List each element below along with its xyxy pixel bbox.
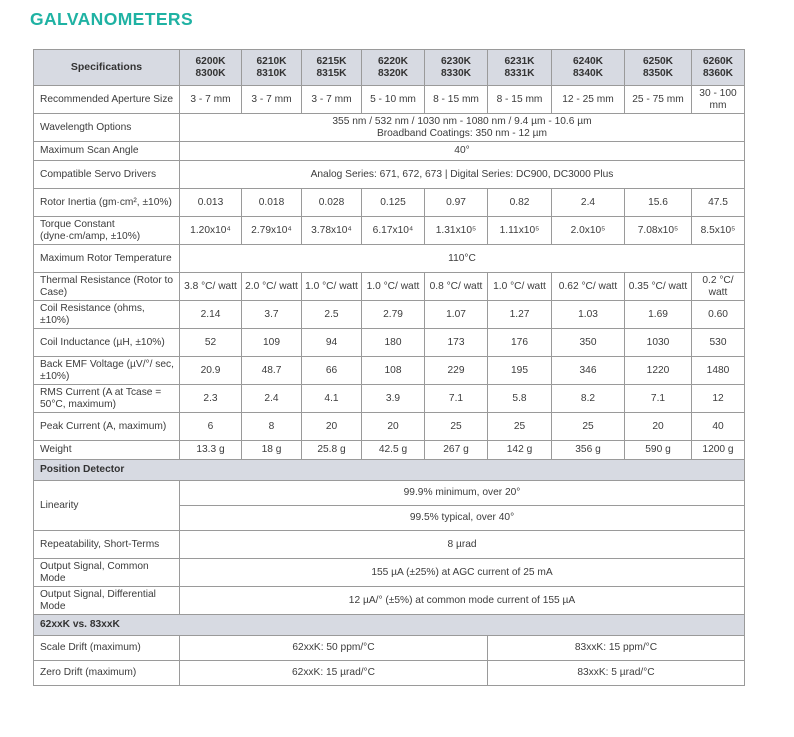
scale-drift-row	[34, 636, 745, 661]
model-header	[180, 50, 242, 86]
row-label: Repeatability, Short-Terms	[34, 531, 180, 559]
value-cell: 1480	[692, 357, 745, 385]
span-value-cell: 99.5% typical, over 40°	[180, 506, 745, 531]
model-83: 8331K	[504, 67, 535, 79]
model-62: 6250K	[642, 56, 674, 68]
value-cell: 1.0 °C/ watt	[302, 273, 362, 301]
value-cell: 40	[692, 413, 745, 441]
right-value-cell: 83xxK: 15 ppm/°C	[488, 636, 745, 661]
specifications-header: Specifications	[34, 50, 180, 86]
row-label: Coil Inductance (µH, ±10%)	[34, 329, 180, 357]
value-cell: 5 - 10 mm	[362, 86, 425, 114]
rms-current-row	[34, 385, 745, 413]
row-label: RMS Current (A at Tcase = 50°C, maximum)	[34, 385, 180, 413]
model-62: 6240K	[572, 56, 604, 68]
value-cell: 1030	[625, 329, 692, 357]
row-label: Weight	[34, 441, 180, 460]
value-cell: 20	[625, 413, 692, 441]
model-header	[242, 50, 302, 86]
model-83: 8320K	[377, 67, 409, 79]
back-emf-row	[34, 357, 745, 385]
span-value-cell: 99.9% minimum, over 20°	[180, 481, 745, 506]
value-cell: 1220	[625, 357, 692, 385]
value-cell: 142 g	[488, 441, 552, 460]
value-cell: 18 g	[242, 441, 302, 460]
row-label: Rotor Inertia (gm·cm², ±10%)	[34, 189, 180, 217]
model-83: 8340K	[572, 67, 604, 79]
value-cell: 1200 g	[692, 441, 745, 460]
wavelength-line: 355 nm / 532 nm / 1030 nm - 1080 nm / 9.4 µm - 10.6 µm	[332, 116, 592, 128]
page-title: GALVANOMETERS	[30, 9, 194, 29]
row-label: Recommended Aperture Size	[34, 86, 180, 114]
model-header	[488, 50, 552, 86]
value-cell: 530	[692, 329, 745, 357]
value-cell: 3.7	[242, 301, 302, 329]
value-cell: 173	[425, 329, 488, 357]
value-cell: 356 g	[552, 441, 625, 460]
value-cell: 0.82	[488, 189, 552, 217]
row-label: Maximum Scan Angle	[34, 142, 180, 161]
value-cell: 7.1	[425, 385, 488, 413]
right-value-cell: 83xxK: 5 µrad/°C	[488, 661, 745, 686]
value-cell: 48.7	[242, 357, 302, 385]
value-cell: 20	[302, 413, 362, 441]
row-label: Scale Drift (maximum)	[34, 636, 180, 661]
model-header	[302, 50, 362, 86]
model-62: 6220K	[377, 56, 409, 68]
row-label: Peak Current (A, maximum)	[34, 413, 180, 441]
value-cell: 13.3 g	[180, 441, 242, 460]
peak-current-row	[34, 413, 745, 441]
rotor-temp-row	[34, 245, 745, 273]
value-cell: 12 - 25 mm	[552, 86, 625, 114]
compare-section	[34, 615, 745, 636]
thermal-row	[34, 273, 745, 301]
value-cell: 8.5x10⁵	[692, 217, 745, 245]
value-cell: 3 - 7 mm	[242, 86, 302, 114]
value-cell: 108	[362, 357, 425, 385]
value-cell: 94	[302, 329, 362, 357]
value-cell: 346	[552, 357, 625, 385]
span-value-cell: 40°	[180, 142, 745, 161]
value-cell: 0.028	[302, 189, 362, 217]
model-header	[425, 50, 488, 86]
left-value-cell: 62xxK: 50 ppm/°C	[180, 636, 488, 661]
span-value-cell: 8 µrad	[180, 531, 745, 559]
broadband-line: Broadband Coatings: 350 nm - 12 µm	[376, 127, 548, 139]
model-62: 6200K	[195, 56, 226, 68]
value-cell: 25 - 75 mm	[625, 86, 692, 114]
value-cell: 3.9	[362, 385, 425, 413]
value-cell: 1.11x10⁵	[488, 217, 552, 245]
value-cell: 8	[242, 413, 302, 441]
row-label: Back EMF Voltage (µV/°/ sec, ±10%)	[34, 357, 180, 385]
value-cell: 350	[552, 329, 625, 357]
value-cell: 0.62 °C/ watt	[552, 273, 625, 301]
differential-mode-row	[34, 587, 745, 615]
value-cell: 7.1	[625, 385, 692, 413]
value-cell: 1.07	[425, 301, 488, 329]
model-header	[552, 50, 625, 86]
row-label: Torque Constant (dyne·cm/amp, ±10%)	[34, 217, 180, 245]
weight-row	[34, 441, 745, 460]
value-cell: 267 g	[425, 441, 488, 460]
value-cell: 0.125	[362, 189, 425, 217]
model-62: 6231K	[504, 56, 535, 68]
value-cell: 0.013	[180, 189, 242, 217]
model-83: 8350K	[642, 67, 674, 79]
value-cell: 30 - 100 mm	[692, 86, 745, 114]
value-cell: 1.20x10⁴	[180, 217, 242, 245]
value-cell: 3.78x10⁴	[302, 217, 362, 245]
row-label: Thermal Resistance (Rotor to Case)	[34, 273, 180, 301]
model-83: 8360K	[702, 67, 734, 79]
model-83: 8310K	[256, 67, 287, 79]
row-label: Wavelength Options	[34, 114, 180, 142]
model-header	[625, 50, 692, 86]
model-83: 8330K	[440, 67, 472, 79]
scan-angle-row	[34, 142, 745, 161]
value-cell: 2.0x10⁵	[552, 217, 625, 245]
header-row	[34, 50, 745, 86]
value-cell: 8.2	[552, 385, 625, 413]
linearity-row	[34, 481, 745, 506]
value-cell: 180	[362, 329, 425, 357]
value-cell: 1.31x10⁵	[425, 217, 488, 245]
inertia-row	[34, 189, 745, 217]
value-cell: 47.5	[692, 189, 745, 217]
value-cell: 1.0 °C/ watt	[362, 273, 425, 301]
value-cell: 3 - 7 mm	[180, 86, 242, 114]
value-cell: 3.8 °C/ watt	[180, 273, 242, 301]
section-heading: 62xxK vs. 83xxK	[34, 615, 745, 636]
section-heading: Position Detector	[34, 460, 745, 481]
row-label: Output Signal, Common Mode	[34, 559, 180, 587]
value-cell: 195	[488, 357, 552, 385]
table-body	[34, 50, 745, 686]
wavelength-row	[34, 114, 745, 142]
value-cell: 66	[302, 357, 362, 385]
row-label: Linearity	[34, 481, 180, 531]
model-62: 6210K	[256, 56, 287, 68]
value-cell: 5.8	[488, 385, 552, 413]
model-83: 8300K	[195, 67, 226, 79]
value-cell: 2.14	[180, 301, 242, 329]
row-label: Coil Resistance (ohms, ±10%)	[34, 301, 180, 329]
row-label: Maximum Rotor Temperature	[34, 245, 180, 273]
value-cell: 0.35 °C/ watt	[625, 273, 692, 301]
value-cell: 25.8 g	[302, 441, 362, 460]
coil-inductance-row	[34, 329, 745, 357]
span-value-cell: 155 µA (±25%) at AGC current of 25 mA	[180, 559, 745, 587]
value-cell: 0.8 °C/ watt	[425, 273, 488, 301]
model-header	[362, 50, 425, 86]
value-cell: 20	[362, 413, 425, 441]
value-cell: 0.018	[242, 189, 302, 217]
aperture-row	[34, 86, 745, 114]
value-cell: 2.4	[242, 385, 302, 413]
value-cell: 12	[692, 385, 745, 413]
common-mode-row	[34, 559, 745, 587]
value-cell: 229	[425, 357, 488, 385]
value-cell: 2.5	[302, 301, 362, 329]
value-cell: 2.79	[362, 301, 425, 329]
value-cell: 109	[242, 329, 302, 357]
zero-drift-row	[34, 661, 745, 686]
value-cell: 52	[180, 329, 242, 357]
value-cell: 25	[425, 413, 488, 441]
left-value-cell: 62xxK: 15 µrad/°C	[180, 661, 488, 686]
value-cell: 42.5 g	[362, 441, 425, 460]
model-62: 6260K	[702, 56, 734, 68]
value-cell: 15.6	[625, 189, 692, 217]
value-cell: 8 - 15 mm	[488, 86, 552, 114]
model-62: 6215K	[316, 56, 347, 68]
position-detector-section	[34, 460, 745, 481]
value-cell: 0.97	[425, 189, 488, 217]
model-62: 6230K	[440, 56, 472, 68]
span-value-cell: 110°C	[180, 245, 745, 273]
value-cell: 20.9	[180, 357, 242, 385]
coil-resistance-row	[34, 301, 745, 329]
value-cell: 1.69	[625, 301, 692, 329]
value-cell: 1.0 °C/ watt	[488, 273, 552, 301]
value-cell: 25	[552, 413, 625, 441]
value-cell: 1.27	[488, 301, 552, 329]
row-label: Zero Drift (maximum)	[34, 661, 180, 686]
value-cell: 2.3	[180, 385, 242, 413]
value-cell: 2.79x10⁴	[242, 217, 302, 245]
value-cell: 7.08x10⁵	[625, 217, 692, 245]
span-value-cell	[180, 114, 745, 142]
value-cell: 6.17x10⁴	[362, 217, 425, 245]
drivers-row	[34, 161, 745, 189]
value-cell: 4.1	[302, 385, 362, 413]
value-cell: 6	[180, 413, 242, 441]
value-cell: 2.0 °C/ watt	[242, 273, 302, 301]
value-cell: 0.2 °C/ watt	[692, 273, 745, 301]
row-label: Output Signal, Differential Mode	[34, 587, 180, 615]
span-value-cell: Analog Series: 671, 672, 673 | Digital Series: DC900, DC3000 Plus	[180, 161, 745, 189]
specifications-table	[33, 49, 745, 686]
value-cell: 176	[488, 329, 552, 357]
model-83: 8315K	[316, 67, 347, 79]
model-header	[692, 50, 745, 86]
torque-row	[34, 217, 745, 245]
value-cell: 0.60	[692, 301, 745, 329]
value-cell: 8 - 15 mm	[425, 86, 488, 114]
repeatability-row	[34, 531, 745, 559]
span-value-cell: 12 µA/° (±5%) at common mode current of 155 µA	[180, 587, 745, 615]
value-cell: 3 - 7 mm	[302, 86, 362, 114]
row-label: Compatible Servo Drivers	[34, 161, 180, 189]
value-cell: 2.4	[552, 189, 625, 217]
value-cell: 590 g	[625, 441, 692, 460]
value-cell: 25	[488, 413, 552, 441]
value-cell: 1.03	[552, 301, 625, 329]
